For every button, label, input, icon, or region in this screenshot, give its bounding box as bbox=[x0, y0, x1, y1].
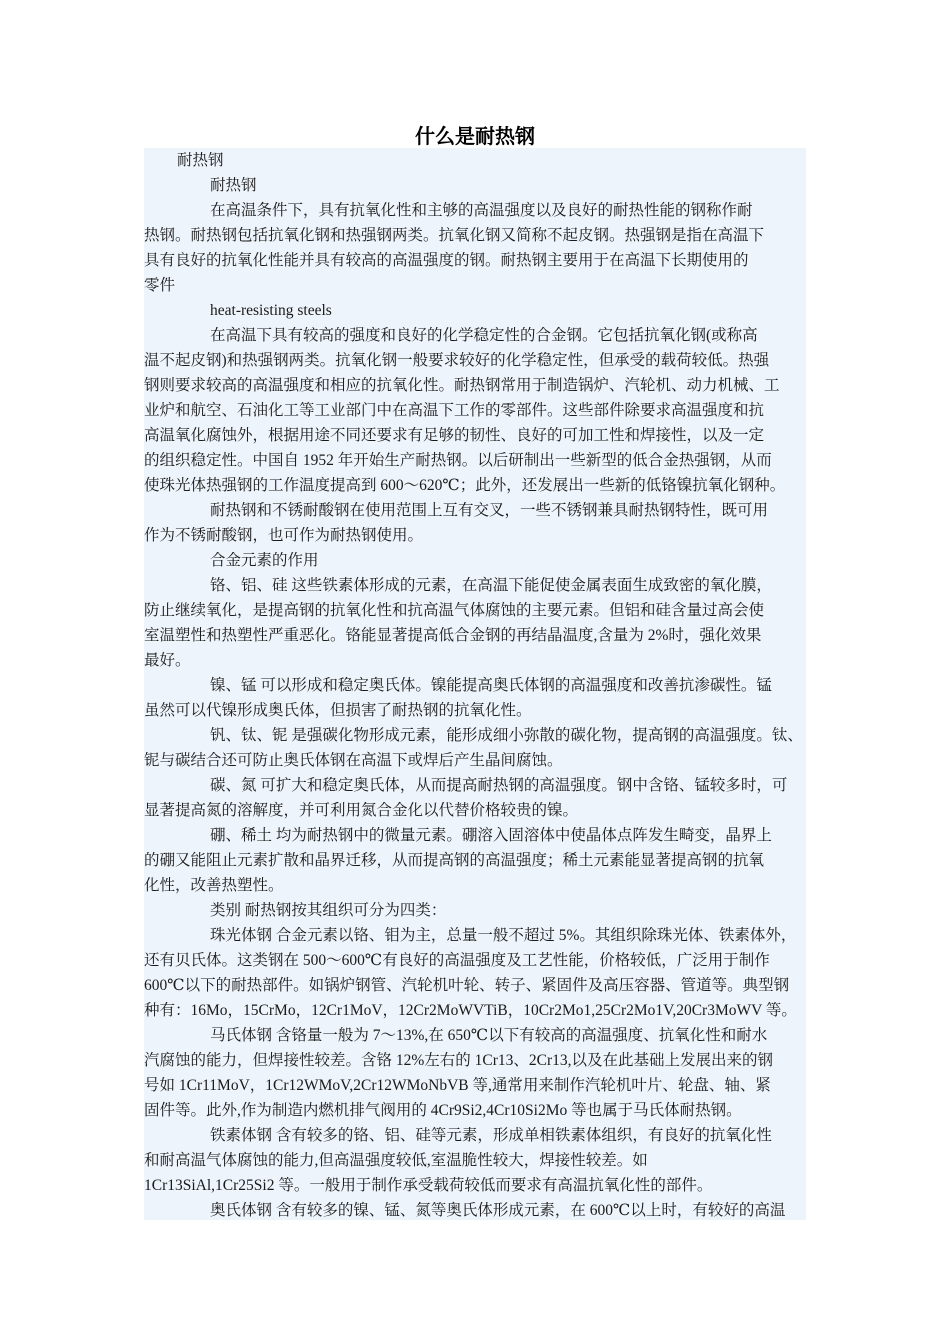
text-line: 最好。 bbox=[144, 652, 191, 669]
text-line: 碳、氮 可扩大和稳定奥氏体，从而提高耐热钢的高温强度。钢中含铬、锰较多时，可 bbox=[210, 777, 788, 794]
text-line: 作为不锈耐酸钢，也可作为耐热钢使用。 bbox=[144, 527, 424, 544]
page-title: 什么是耐热钢 bbox=[415, 124, 535, 148]
text-line: 化性，改善热塑性。 bbox=[144, 877, 284, 894]
text-line: 还有贝氏体。这类钢在 500～600℃有良好的高温强度及工艺性能，价格较低，广泛用于制作 bbox=[144, 952, 770, 969]
text-line: 珠光体钢 合金元素以铬、钼为主，总量一般不超过 5%。其组织除珠光体、铁素体外， bbox=[210, 927, 797, 944]
text-line: 具有良好的抗氧化性能并具有较高的高温强度的钢。耐热钢主要用于在高温下长期使用的 bbox=[144, 252, 749, 269]
text-line: 耐热钢 bbox=[177, 152, 224, 169]
text-line: 业炉和航空、石油化工等工业部门中在高温下工作的零部件。这些部件除要求高温强度和抗 bbox=[144, 402, 765, 419]
text-line: 600℃以下的耐热部件。如锅炉钢管、汽轮机叶轮、转子、紧固件及高压容器、管道等。典型钢 bbox=[144, 977, 790, 994]
text-line: 类别 耐热钢按其组织可分为四类： bbox=[210, 902, 447, 919]
text-line: 在高温条件下，具有抗氧化性和主够的高温强度以及良好的耐热性能的钢称作耐 bbox=[210, 202, 753, 219]
text-line: heat-resisting steels bbox=[210, 302, 332, 319]
text-line: 耐热钢和不锈耐酸钢在使用范围上互有交叉，一些不锈钢兼具耐热钢特性，既可用 bbox=[210, 502, 769, 519]
text-line: 号如 1Cr11MoV，1Cr12WMoV,2Cr12WMoNbVB 等,通常用来制作汽轮机叶片、轮盘、轴、紧 bbox=[144, 1077, 771, 1094]
text-line: 热钢。耐热钢包括抗氧化钢和热强钢两类。抗氧化钢又简称不起皮钢。热强钢是指在高温下 bbox=[144, 227, 765, 244]
text-line: 的硼又能阻止元素扩散和晶界迁移，从而提高钢的高温强度；稀土元素能显著提高钢的抗氧 bbox=[144, 852, 765, 869]
text-line: 合金元素的作用 bbox=[210, 552, 319, 569]
text-line: 马氏体钢 含铬量一般为 7～13%,在 650℃以下有较高的高温强度、抗氧化性和耐水 bbox=[210, 1027, 768, 1044]
text-line: 铌与碳结合还可防止奥氏体钢在高温下或焊后产生晶间腐蚀。 bbox=[144, 752, 563, 769]
text-line: 温不起皮钢)和热强钢两类。抗氧化钢一般要求较好的化学稳定性，但承受的载荷较低。热强 bbox=[144, 352, 770, 369]
text-line: 在高温下具有较高的强度和良好的化学稳定性的合金钢。它包括抗氧化钢(或称高 bbox=[210, 327, 758, 344]
text-line: 防止继续氧化，是提高钢的抗氧化性和抗高温气体腐蚀的主要元素。但铝和硅含量过高会使 bbox=[144, 602, 765, 619]
text-line: 室温塑性和热塑性严重恶化。铬能显著提高低合金钢的再结晶温度,含量为 2%时，强化效果 bbox=[144, 627, 762, 644]
text-line: 零件 bbox=[144, 277, 176, 294]
text-line: 奥氏体钢 含有较多的镍、锰、氮等奥氏体形成元素，在 600℃以上时，有较好的高温 bbox=[210, 1202, 786, 1219]
text-line: 铁素体钢 含有较多的铬、铝、硅等元素，形成单相铁素体组织，有良好的抗氧化性 bbox=[210, 1127, 772, 1144]
text-line: 虽然可以代镍形成奥氏体，但损害了耐热钢的抗氧化性。 bbox=[144, 702, 532, 719]
text-line: 使珠光体热强钢的工作温度提高到 600～620℃；此外，还发展出一些新的低铬镍抗氧化钢种。 bbox=[144, 477, 786, 494]
text-line: 硼、稀土 均为耐热钢中的微量元素。硼溶入固溶体中使晶体点阵发生畸变，晶界上 bbox=[210, 827, 772, 844]
text-line: 的组织稳定性。中国自 1952 年开始生产耐热钢。以后研制出一些新型的低合金热强钢，从而 bbox=[144, 452, 772, 469]
text-line: 铬、铝、硅 这些铁素体形成的元素，在高温下能促使金属表面生成致密的氧化膜， bbox=[210, 577, 772, 594]
text-line: 钒、钛、铌 是强碳化物形成元素，能形成细小弥散的碳化物，提高钢的高温强度。钛、 bbox=[210, 727, 803, 744]
text-line: 钢则要求较高的高温强度和相应的抗氧化性。耐热钢常用于制造锅炉、汽轮机、动力机械、工 bbox=[144, 377, 780, 394]
text-line: 汽腐蚀的能力，但焊接性较差。含铬 12%左右的 1Cr13、2Cr13,以及在此基础上发展出来的钢 bbox=[144, 1052, 774, 1069]
text-line: 镍、锰 可以形成和稳定奥氏体。镍能提高奥氏体钢的高温强度和改善抗渗碳性。锰 bbox=[210, 677, 772, 694]
text-line: 高温氧化腐蚀外，根据用途不同还要求有足够的韧性、良好的可加工性和焊接性，以及一定 bbox=[144, 427, 765, 444]
text-line: 1Cr13SiAl,1Cr25Si2 等。一般用于制作承受载荷较低而要求有高温抗氧化性的部件。 bbox=[144, 1177, 713, 1194]
text-line: 和耐高温气体腐蚀的能力,但高温强度较低,室温脆性较大，焊接性较差。如 bbox=[144, 1152, 648, 1169]
text-line: 固件等。此外,作为制造内燃机排气阀用的 4Cr9Si2,4Cr10Si2Mo 等也属于马氏体耐热钢。 bbox=[144, 1102, 742, 1119]
text-line: 耐热钢 bbox=[210, 177, 257, 194]
text-line: 显著提高氮的溶解度，并可利用氮合金化以代替价格较贵的镍。 bbox=[144, 802, 579, 819]
text-line: 种有：16Mo，15CrMo，12Cr1MoV，12Cr2MoWVTiB，10Cr2Mo1,25Cr2Mo1V,20Cr3MoWV 等。 bbox=[144, 1002, 797, 1019]
